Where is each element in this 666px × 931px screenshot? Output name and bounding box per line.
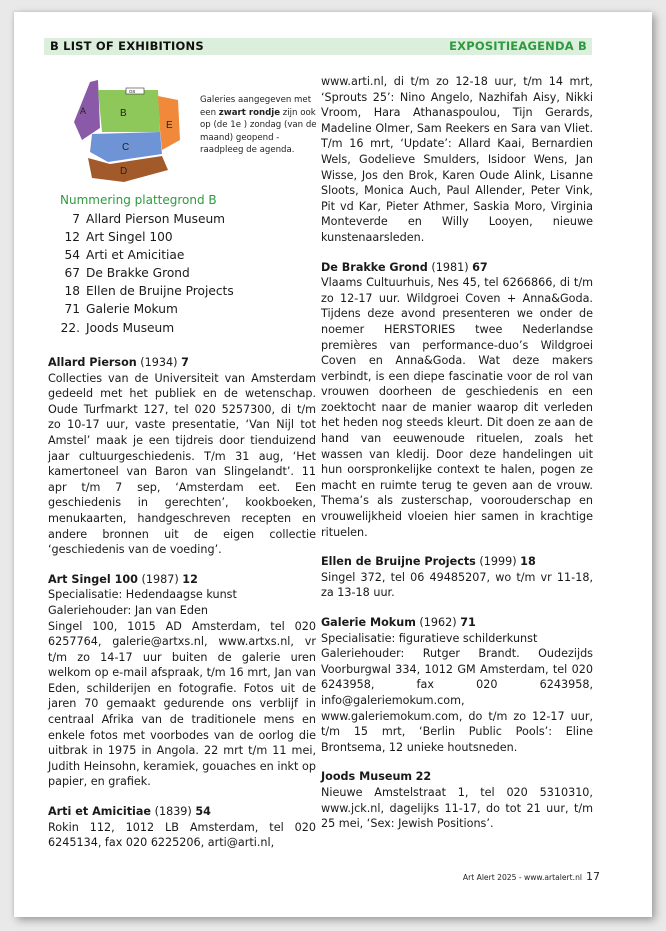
entry-body: Collecties van de Universiteit van Amsterdam gedeeld met het publiek en de wetenschap. Oude Turfmarkt 127, tel 020 5257300, di t/m zo 10-17 uur, vaste presentatie, ‘Van Nijl tot Amstel’ maak je een tijdreis door tienduizend jaar cultuurgeschiedenis. T/m 31 aug, ‘Het kamertoneel van Baron van Slingelandt’. 11 apr t/m 7 sep, ‘Amsterdam eet. Een geschiedenis in gerechten’, kookboeken, menukaarten, handgeschreven recepten en andere bronnen uit de eigen collectie ‘geschiedenis van de voeding’. xyxy=(48,371,316,557)
plan-list-item xyxy=(56,210,234,228)
exhibition-entry xyxy=(321,615,593,755)
entry-name: Arti et Amicitiae xyxy=(48,805,152,819)
entry-name: Joods Museum xyxy=(321,770,413,784)
entry-number: 54 xyxy=(195,805,211,819)
plan-item-name: Galerie Mokum xyxy=(86,302,178,317)
entry-body: Singel 372, tel 06 49485207, wo t/m vr 11-18, za 13-18 uur. xyxy=(321,570,593,600)
entry-body: Nieuwe Amstelstraat 1, tel 020 5310310, www.jck.nl, dagelijks 11-17, do tot 21 uur, t/m 25 mei, ‘Sex: Jewish Positions’. xyxy=(321,785,593,831)
plan-item-name: Arti et Amicitiae xyxy=(86,248,185,263)
entry-year: (1934) xyxy=(136,356,182,369)
plan-item-name: Allard Pierson Museum xyxy=(86,212,226,226)
exhibition-entry xyxy=(321,260,593,541)
page-footer xyxy=(440,870,600,883)
plan-item-name: Joods Museum xyxy=(86,320,175,335)
plan-item-number: 71 xyxy=(64,302,80,317)
map-area-a xyxy=(74,80,100,140)
left-column xyxy=(48,355,316,865)
section-header xyxy=(44,38,592,55)
entry-title xyxy=(321,260,593,276)
plan-item-number: 54 xyxy=(64,248,80,263)
plan-list-item xyxy=(56,264,234,282)
plan-list-item xyxy=(56,228,234,246)
exhibition-entry xyxy=(321,554,593,601)
entry-year: (1962) xyxy=(415,616,461,629)
plan-list-item xyxy=(56,282,234,300)
map-label-b: B xyxy=(120,108,127,119)
entry-number: 7 xyxy=(181,356,189,369)
entry-title xyxy=(48,572,316,588)
entry-name: Galerie Mokum xyxy=(321,616,416,629)
entry-year: (1999) xyxy=(475,555,521,569)
plan-item-number: 7 xyxy=(72,212,80,226)
plan-item-number: 12 xyxy=(64,230,80,245)
plan-title: Nummering plattegrond B xyxy=(60,193,217,207)
map-note-bold: zwart rondje xyxy=(218,107,281,118)
map-note-part2: zijn ook op (de 1e ) zondag (van de maand) geopend - raadpleeg de agenda. xyxy=(200,107,317,156)
entry-title xyxy=(321,554,593,570)
exhibition-entry xyxy=(48,804,316,851)
entry-number: 67 xyxy=(472,260,488,274)
header-title-en: B LIST OF EXHIBITIONS xyxy=(50,39,204,53)
footer-text: Art Alert 2025 - www.artalert.nl xyxy=(462,873,582,882)
entry-body: Rokin 112, 1012 LB Amsterdam, tel 020 6245134, fax 020 6225206, arti@arti.nl, xyxy=(48,820,316,850)
exhibition-entry xyxy=(321,769,593,831)
entry-number: 12 xyxy=(182,572,198,586)
page-number: 17 xyxy=(586,870,600,883)
plan-item-name: Ellen de Bruijne Projects xyxy=(86,284,234,299)
entry-body: Specialisatie: figuratieve schilderkunst Galeriehouder: Rutger Brandt. Oudezijds Voorburgwal 334, 1012 GM Amsterdam, tel 020 6243958, fax 020 6243958, info@galeriemokum.com, www.galeriemokum.com, do t/m zo 12-17 uur, t/m 15 mrt, ‘Berlin Public Pools’: Eline Brontsema, 12 unieke houtsneden. xyxy=(321,631,593,754)
map-label-a: A xyxy=(80,106,87,116)
map-label-d: D xyxy=(120,166,128,177)
entry-name: De Brakke Grond xyxy=(321,260,428,274)
right-column xyxy=(321,74,593,846)
map-label-e: E xyxy=(166,120,173,131)
map-label-g8: G8 xyxy=(129,89,136,94)
district-map xyxy=(62,70,202,192)
entry-title xyxy=(48,804,316,820)
entry-year: (1981) xyxy=(427,260,473,274)
entry-continuation xyxy=(321,74,593,246)
entry-number: 71 xyxy=(460,616,476,629)
entry-year: (1987) xyxy=(137,572,183,586)
entry-body: Vlaams Cultuurhuis, Nes 45, tel 6266866, di t/m zo 12-17 uur. Wildgroei Coven + Anna&Goda. Tijdens deze avond presenteren we onder de noemer HERSTORIES twee Nederlandse premières van performance-duo’s Wildgroei Coven en Anna&Goda. Wat deze makers verbindt, is een diepe fascinatie voor de rol van vrouwen doorheen de geschiedenis en een zoektocht naar de manier waarop dit verleden het heden nog steeds kleurt. Dit doen ze aan de hand van eeuwenoude rituelen, zoals het wassen van kledij. Door deze handelingen uit hun oorspronkelijke context te halen, pogen ze macht en ruimte terug te geven aan de vrouw. Thema’s als zusterschap, voorouderschap en vrouwelijkheid vloeien hier samen in krachtige rituelen. xyxy=(321,276,593,539)
entry-title xyxy=(321,769,593,785)
plan-item-number: 18 xyxy=(64,284,80,299)
entry-number: 22 xyxy=(415,770,432,784)
entry-continuation-text: www.arti.nl, di t/m zo 12-18 uur, t/m 14 mrt, ‘Sprouts 25’: Nino Angelo, Nazhifah Aisy, Nikki Vroom, Hara Athanaspoulou, Tijn Gerards, Madeline Olmer, Sam Reekers en Sara van Vliet. T/m 16 mrt, ‘Update’: Allard Kaai, Bernardien Wels, Godelieve Smulders, Isidoor Wens, Jan Wisse, Jos den Brok, Karen Oude Alink, Lisanne Sloots, Monica Auch, Paul Allender, Peter Vink, Pit vd Kar, Pieter Athmer, Saskia Moro, Virginia Monteverde en Willy Looyen, nieuwe kunstenaarsleden. xyxy=(321,75,593,244)
entry-number: 18 xyxy=(520,555,536,569)
plan-item-number: 22. xyxy=(60,320,80,335)
exhibition-entry xyxy=(48,355,316,558)
entry-name: Art Singel 100 xyxy=(48,572,138,586)
plan-list xyxy=(56,210,234,337)
plan-item-name: Art Singel 100 xyxy=(86,230,173,245)
map-area-d xyxy=(88,156,168,182)
exhibition-entry xyxy=(48,572,316,790)
entry-name: Allard Pierson xyxy=(48,356,137,369)
map-label-c: C xyxy=(122,142,130,153)
entry-title xyxy=(48,355,316,371)
map-note-part1: Galeries aangegeven met een xyxy=(200,95,312,118)
entry-name: Ellen de Bruijne Projects xyxy=(321,555,476,569)
map-area-b xyxy=(98,90,160,132)
plan-list-item xyxy=(56,300,234,318)
entry-title xyxy=(321,615,593,631)
plan-list-item xyxy=(56,319,234,337)
entry-body: Specialisatie: Hedendaagse kunst Galeriehouder: Jan van Eden Singel 100, 1015 AD Amsterdam, tel 020 6257764, galerie@artxs.nl, www.artxs.nl, vr t/m zo 14-17 uur buiten de galerie uren welkom op e-mail afspraak, t/m 16 mrt, Jan van Eden, schilderijen en fotografie. Fotos uit de jaren 70 gemaakt gedurende ons verblijf in centraal Afrika van de traditionele mens en enkele fotos met voorbodes van de oorlog die uitbrak in 1975 in Angola. 22 mrt t/m 11 mei, Judith Heinsohn, keramiek, gouaches en inkt op papier, en grafiek. xyxy=(48,588,316,789)
plan-item-name: De Brakke Grond xyxy=(86,266,190,281)
plan-item-number: 67 xyxy=(64,266,80,281)
header-title-nl: EXPOSITIEAGENDA B xyxy=(449,39,587,53)
map-note xyxy=(200,94,322,157)
entry-year: (1839) xyxy=(151,805,196,819)
plan-list-item xyxy=(56,246,234,264)
